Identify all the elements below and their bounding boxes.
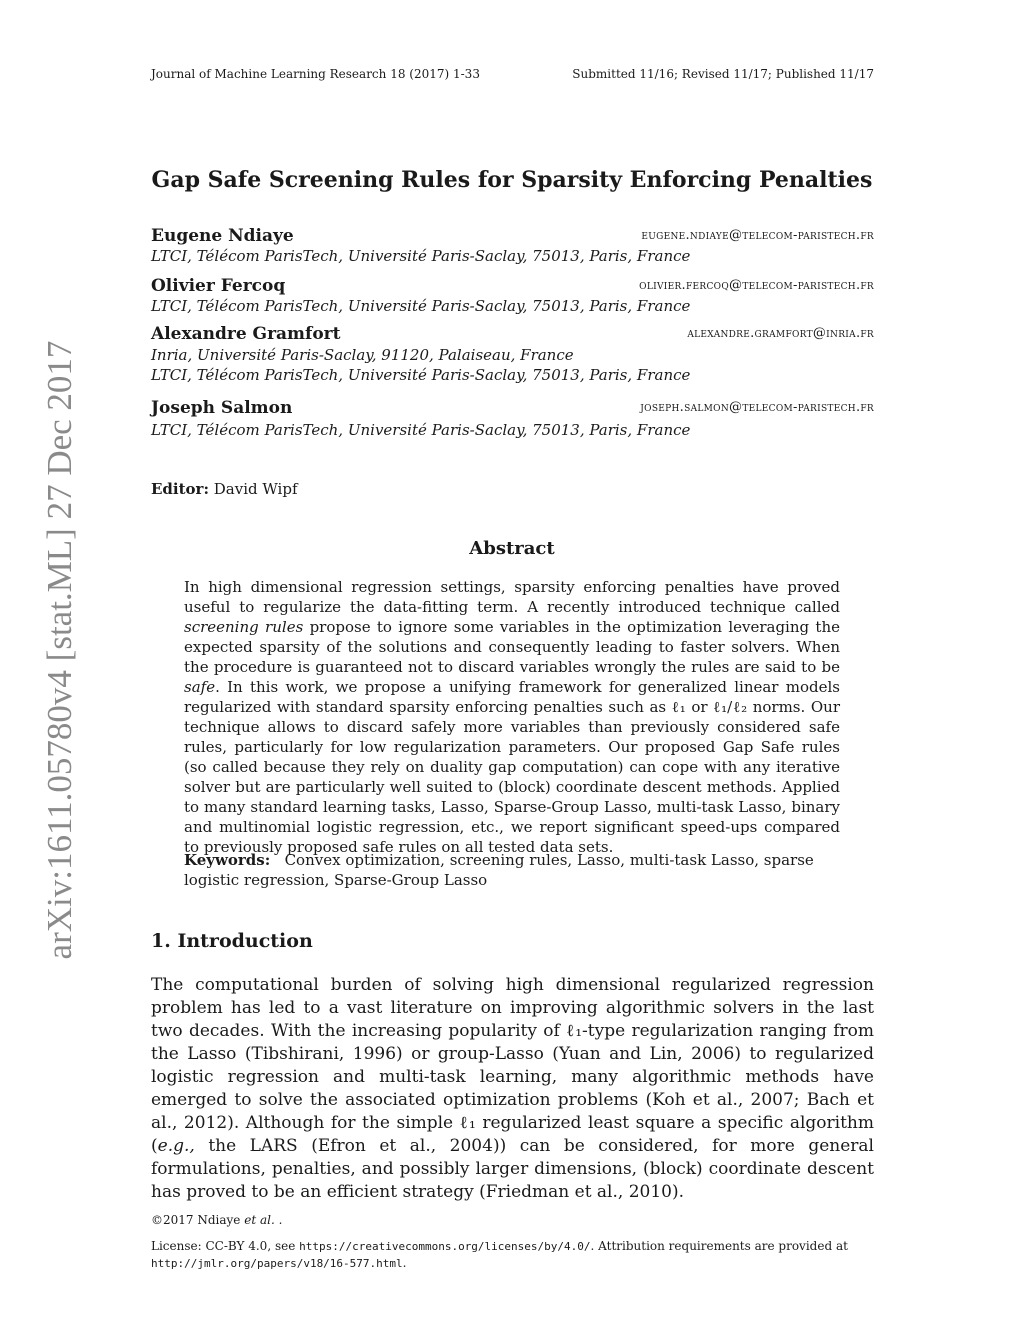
keywords	[184, 850, 840, 890]
keywords-label: Keywords:	[184, 851, 271, 869]
author-email[interactable]: olivier.fercoq@telecom-paristech.fr	[639, 278, 874, 293]
abstract-part: propose to ignore some variables in the optimization leveraging the expected sparsity of the solutions and consequently leading to faster solvers. When the procedure is guaranteed not to discard variables wrongly the rules are said to be	[184, 618, 840, 676]
paper-link[interactable]: http://jmlr.org/papers/v18/16-577.html	[151, 1257, 403, 1270]
license-text: .	[402, 1256, 407, 1270]
license-link[interactable]: https://creativecommons.org/licenses/by/4.0/	[299, 1240, 591, 1253]
paper-title: Gap Safe Screening Rules for Sparsity Enforcing Penalties	[151, 167, 873, 193]
author-name: Eugene Ndiaye	[151, 226, 294, 246]
copyright-etal: et al.	[244, 1213, 275, 1227]
abstract-part: In high dimensional regression settings, sparsity enforcing penalties have proved useful to regularize the data-fitting term. A recently introduced technique called	[184, 578, 840, 616]
copyright-end: .	[274, 1213, 283, 1227]
author-affiliation: Inria, Université Paris-Saclay, 91120, Palaiseau, France	[151, 346, 574, 364]
abstract-heading: Abstract	[469, 538, 555, 559]
author-affiliation: LTCI, Télécom ParisTech, Université Paris-Saclay, 75013, Paris, France	[151, 297, 691, 315]
abstract-text	[184, 577, 840, 857]
author-name: Olivier Fercoq	[151, 276, 286, 296]
section-heading: 1. Introduction	[151, 930, 313, 952]
editor-name: David Wipf	[213, 480, 298, 498]
copyright	[151, 1213, 282, 1227]
author-email[interactable]: joseph.salmon@telecom-paristech.fr	[640, 400, 874, 415]
journal-header: Journal of Machine Learning Research 18 (2017) 1-33	[151, 67, 480, 81]
license-text: . Attribution requirements are provided at	[590, 1239, 848, 1253]
author-affiliation: LTCI, Télécom ParisTech, Université Paris-Saclay, 75013, Paris, France	[151, 247, 691, 265]
author-email[interactable]: eugene.ndiaye@telecom-paristech.fr	[641, 228, 874, 243]
author-affiliation: LTCI, Télécom ParisTech, Université Paris-Saclay, 75013, Paris, France	[151, 366, 691, 384]
abstract-emphasis: safe	[184, 678, 216, 696]
license-note	[151, 1238, 874, 1272]
abstract-emphasis: screening rules	[184, 618, 304, 636]
author-name: Joseph Salmon	[151, 398, 293, 418]
author-name: Alexandre Gramfort	[151, 324, 341, 344]
abstract-part: . In this work, we propose a unifying framework for generalized linear models regularized with standard sparsity enforcing penalties such as ℓ₁ or ℓ₁/ℓ₂ norms. Our technique allows to discard safely more variables than previously considered safe rules, particularly for low regularization parameters. Our proposed Gap Safe rules (so called because they rely on duality gap computation) can cope with any iterative solver but are particularly well suited to (block) coordinate descent methods. Applied to many standard learning tasks, Lasso, Sparse-Group Lasso, multi-task Lasso, binary and multinomial logistic regression, etc., we report significant speed-ups compared to previously proposed safe rules on all tested data sets.	[184, 678, 840, 856]
editor-label: Editor:	[151, 480, 209, 498]
intro-emphasis: e.g.,	[157, 1136, 195, 1156]
author-email[interactable]: alexandre.gramfort@inria.fr	[687, 326, 874, 341]
editor-line	[151, 480, 298, 498]
submission-dates: Submitted 11/16; Revised 11/17; Published 11/17	[572, 67, 874, 81]
intro-part: the LARS (Efron et al., 2004)) can be considered, for more general formulations, penalties, and possibly larger dimensions, (block) coordinate descent has proved to be an efficient strategy (Friedman et al., 2010).	[151, 1136, 874, 1202]
copyright-text: ©2017 Ndiaye	[151, 1213, 245, 1227]
keywords-text: Convex optimization, screening rules, Lasso, multi-task Lasso, sparse logistic regression, Sparse-Group Lasso	[184, 851, 814, 889]
author-affiliation: LTCI, Télécom ParisTech, Université Paris-Saclay, 75013, Paris, France	[151, 421, 691, 439]
intro-paragraph	[151, 974, 874, 1204]
license-text: License: CC-BY 4.0, see	[151, 1239, 300, 1253]
intro-part: The computational burden of solving high dimensional regularized regression problem has led to a vast literature on improving algorithmic solvers in the last two decades. With the increasing popularity of ℓ₁-type regularization ranging from the Lasso (Tibshirani, 1996) or group-Lasso (Yuan and Lin, 2006) to regularized logistic regression and multi-task learning, many algorithmic methods have emerged to solve the associated optimization problems (Koh et al., 2007; Bach et al., 2012). Although for the simple ℓ₁ regularized least square a specific algorithm (	[151, 975, 874, 1156]
arxiv-stamp: arXiv:1611.05780v4 [stat.ML] 27 Dec 2017	[40, 340, 79, 960]
